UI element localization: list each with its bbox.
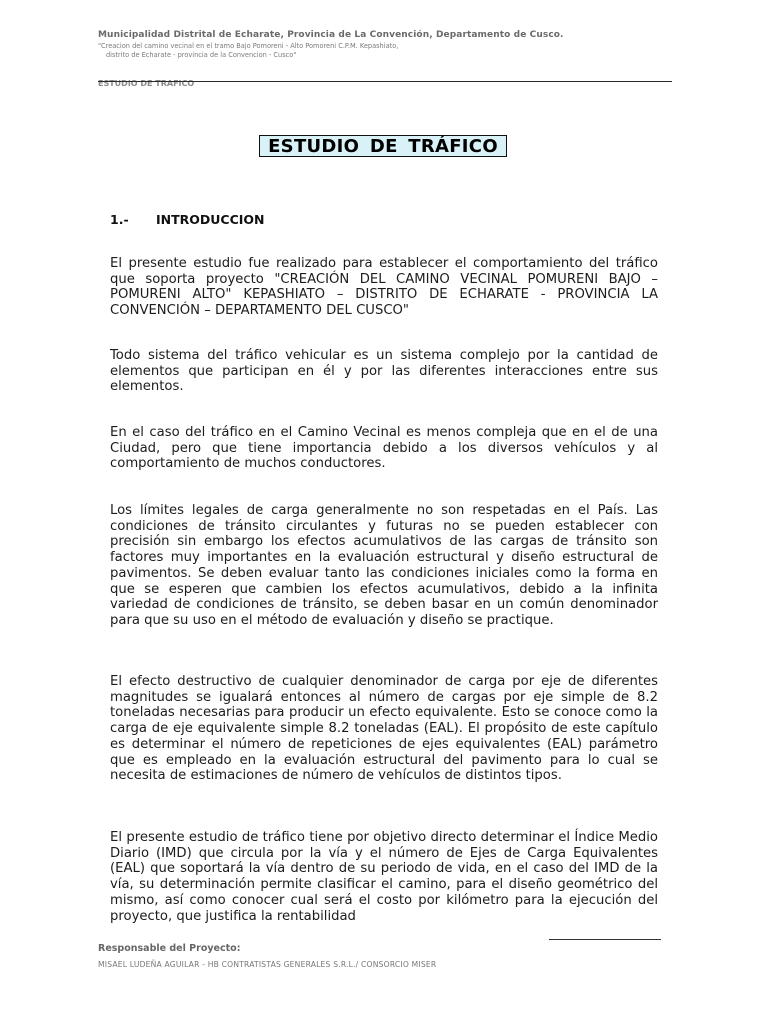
- header-project-line-2: distrito de Echarate - provincia de la Convencion - Cusco": [106, 51, 297, 59]
- paragraph: Los límites legales de carga generalmente no son respetadas en el País. Las condiciones de tránsito circulantes y futuras no se pueden establecer con precisión sin embargo los efectos acumulativos de las cargas de tránsito son factores muy importantes en la evaluación estructural y diseño estructural de pavimentos. Se deben evaluar tanto las condiciones iniciales como la forma en que se esperen que cambien los efectos acumulativos, debido a la infinita variedad de condiciones de tránsito, se deben basar en un común denominador para que su uso en el método de evaluación y diseño se practique.: [110, 503, 658, 628]
- footer-signature-line: [549, 939, 661, 940]
- section-title: INTRODUCCION: [156, 212, 265, 227]
- paragraph: En el caso del tráfico en el Camino Vecinal es menos compleja que en el de una Ciudad, pero que tiene importancia debido a los diversos vehículos y al comportamiento de muchos conductores.: [110, 425, 658, 472]
- paragraph: El presente estudio de tráfico tiene por objetivo directo determinar el Índice Medio Diario (IMD) que circula por la vía y el número de Ejes de Carga Equivalentes (EAL) que soportará la vía dentro de su periodo de vida, en el caso del IMD de la vía, su determinación permite clasificar el camino, para el diseño geométrico del mismo, así como conocer cual será el costo por kilómetro para la ejecución del proyecto, que justifica la rentabilidad: [110, 830, 658, 924]
- header-divider: [98, 81, 672, 82]
- document-title: ESTUDIO DE TRÁFICO: [268, 136, 498, 157]
- header-project-line-1: "Creacion del camino vecinal en el tramo Bajo Pomoreni - Alto Pomoreni C.P.M. Kepashiato,: [98, 42, 399, 50]
- paragraph: El presente estudio fue realizado para establecer el comportamiento del tráfico que soporta proyecto "CREACIÓN DEL CAMINO VECINAL POMURENI BAJO – POMURENI ALTO" KEPASHIATO – DISTRITO DE ECHARATE - PROVINCIA LA CONVENCIÓN – DEPARTAMENTO DEL CUSCO": [110, 256, 658, 319]
- header-section-label: ESTUDIO DE TRAFICO: [98, 79, 195, 88]
- section-number: 1.-: [110, 212, 129, 227]
- footer-label: Responsable del Proyecto:: [98, 943, 241, 954]
- paragraph: Todo sistema del tráfico vehicular es un sistema complejo por la cantidad de elementos que participan en él y por las diferentes interacciones entre sus elementos.: [110, 348, 658, 395]
- footer-responsible: MISAEL LUDEÑA AGUILAR - HB CONTRATISTAS GENERALES S.R.L./ CONSORCIO MISER: [98, 960, 437, 969]
- document-title-box: [259, 135, 507, 157]
- paragraph: El efecto destructivo de cualquier denominador de carga por eje de diferentes magnitudes se igualará entonces al número de cargas por eje simple de 8.2 toneladas necesarias para producir un efecto equivalente. Esto se conoce como la carga de eje equivalente simple 8.2 toneladas (EAL). El propósito de este capítulo es determinar el número de repeticiones de ejes equivalentes (EAL) parámetro que es empleado en la evaluación estructural del pavimento para lo cual se necesita de estimaciones de número de vehículos de distintos tipos.: [110, 674, 658, 784]
- header-organization: Municipalidad Distrital de Echarate, Provincia de La Convención, Departamento de Cusco.: [98, 30, 564, 40]
